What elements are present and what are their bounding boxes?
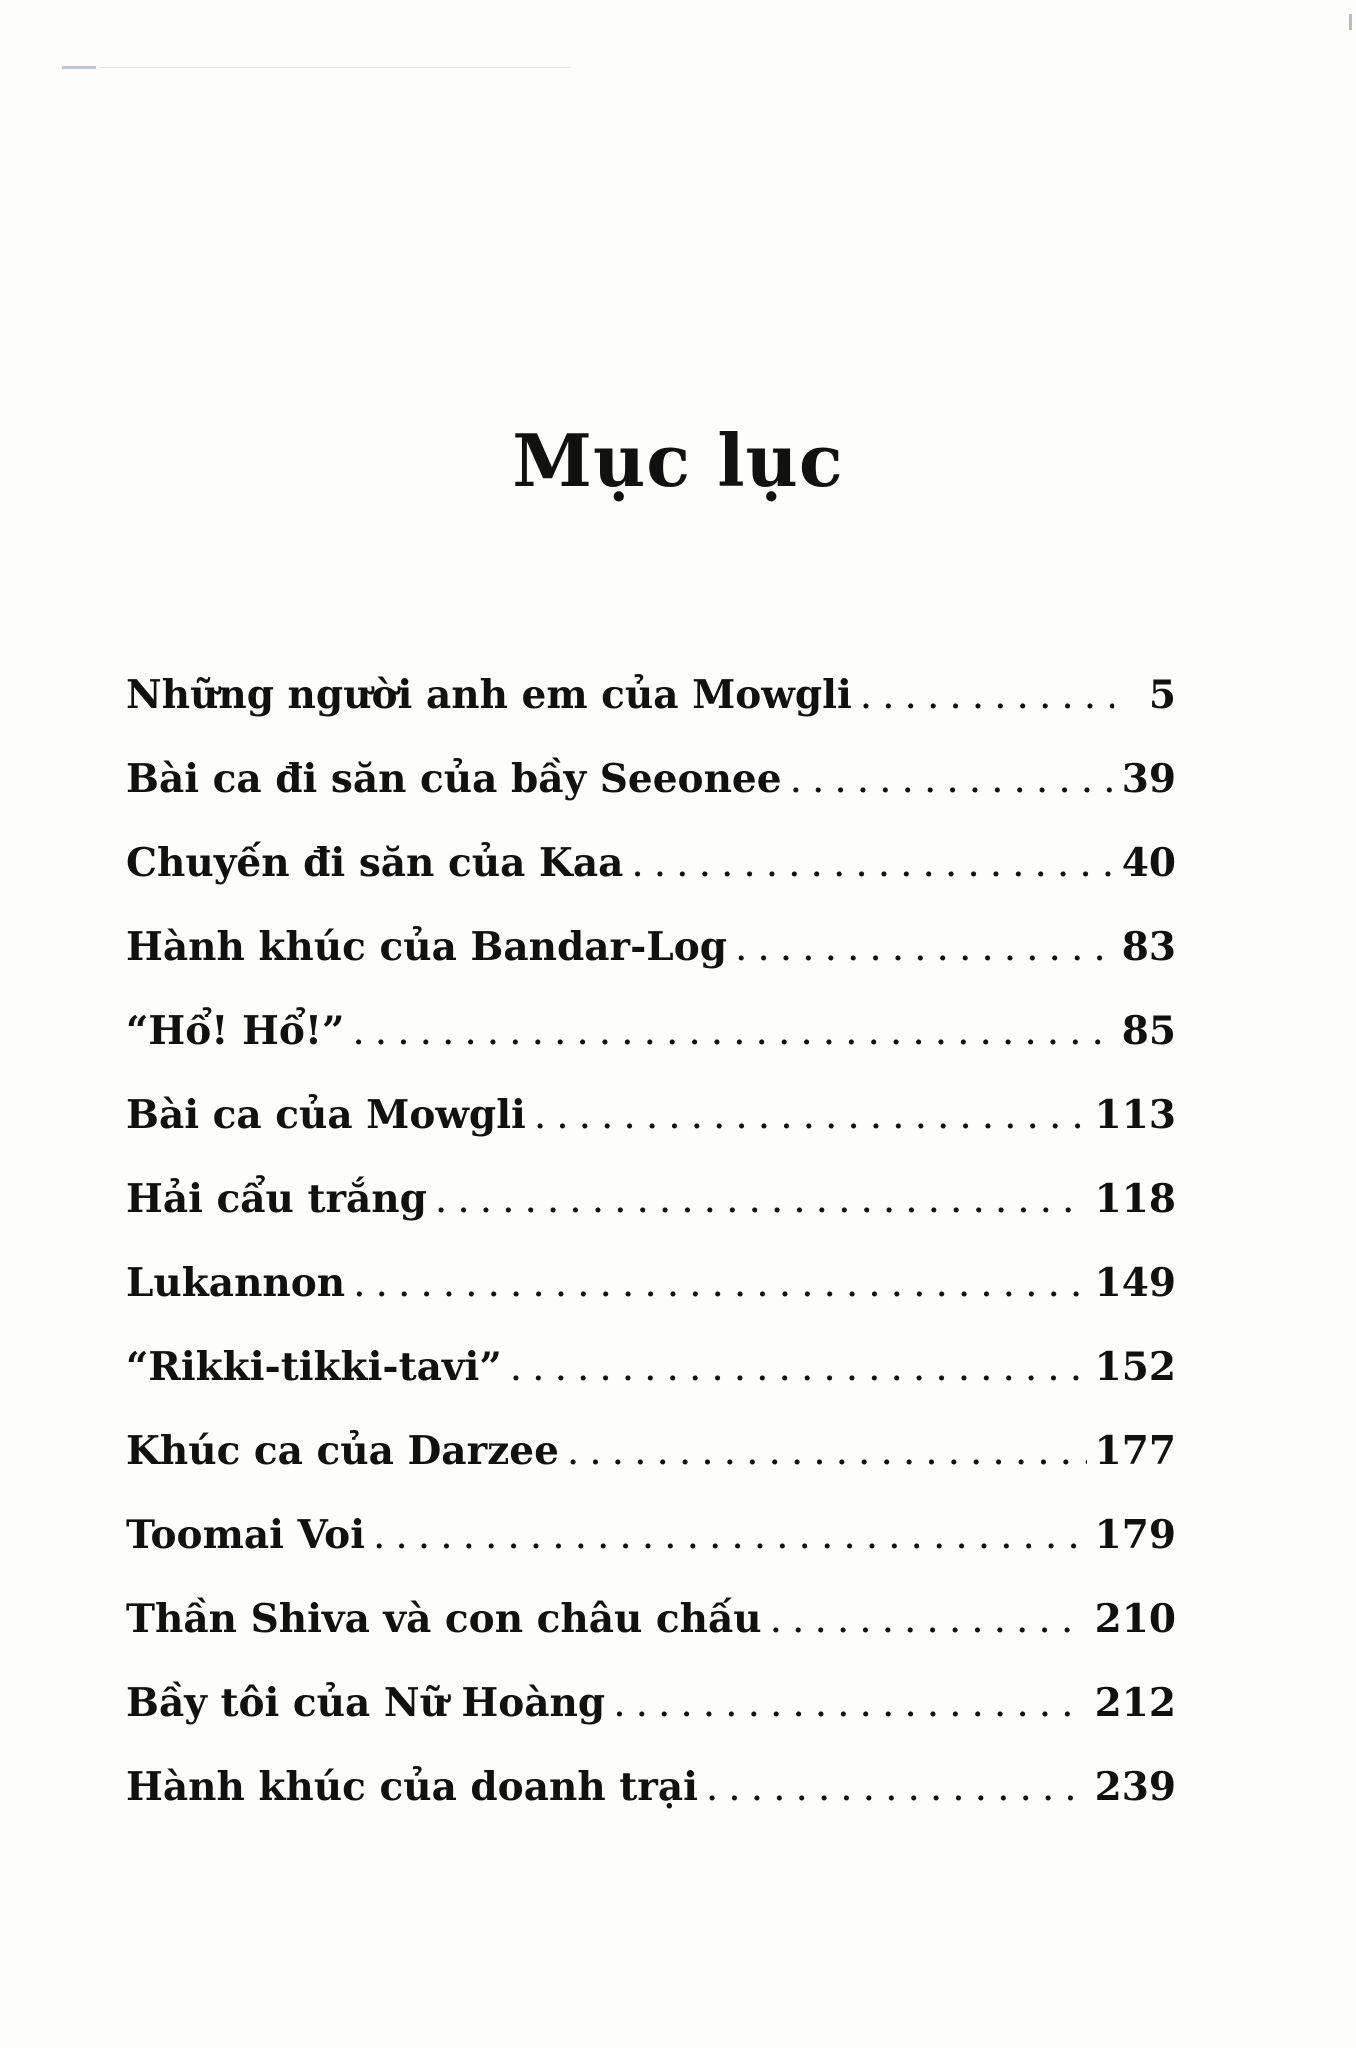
toc-leader bbox=[790, 757, 1114, 802]
toc-leader bbox=[534, 1093, 1087, 1138]
toc-entry-page: 239 bbox=[1094, 1764, 1176, 1810]
toc-leader bbox=[352, 1009, 1113, 1054]
toc-entry-title: “Rikki-tikki-tavi” bbox=[126, 1344, 502, 1390]
toc-entry-page: 177 bbox=[1094, 1428, 1176, 1474]
toc-entry-page: 118 bbox=[1094, 1176, 1176, 1222]
toc-leader bbox=[373, 1513, 1087, 1558]
toc-entry-page: 5 bbox=[1148, 672, 1176, 718]
toc-entry-title: Hành khúc của doanh trại bbox=[126, 1764, 698, 1810]
toc-entry-title: Toomai Voi bbox=[126, 1512, 366, 1558]
toc-entry-title: Hành khúc của Bandar-Log bbox=[126, 924, 727, 970]
toc-entry-page: 152 bbox=[1094, 1344, 1176, 1390]
toc-entry[interactable] bbox=[126, 1092, 1176, 1176]
toc-entry[interactable] bbox=[126, 1680, 1176, 1764]
toc-entry-title: Bài ca của Mowgli bbox=[126, 1092, 526, 1138]
toc-leader bbox=[706, 1765, 1087, 1810]
toc-leader bbox=[631, 841, 1113, 886]
toc-entry[interactable] bbox=[126, 1764, 1176, 1848]
toc-entry[interactable] bbox=[126, 756, 1176, 840]
toc-entry[interactable] bbox=[126, 1176, 1176, 1260]
toc-entry[interactable] bbox=[126, 672, 1176, 756]
toc-entry-page: 113 bbox=[1094, 1092, 1176, 1138]
edge-mark bbox=[1349, 14, 1352, 30]
toc-entry-page: 39 bbox=[1121, 756, 1176, 802]
toc-entry-page: 83 bbox=[1121, 924, 1176, 970]
toc-entry[interactable] bbox=[126, 1512, 1176, 1596]
toc-entry[interactable] bbox=[126, 1260, 1176, 1344]
toc-entry-title: Lukannon bbox=[126, 1260, 346, 1306]
toc-entry-title: Bài ca đi săn của bầy Seeonee bbox=[126, 756, 782, 802]
toc-leader bbox=[510, 1345, 1087, 1390]
toc-entry-title: Bầy tôi của Nữ Hoàng bbox=[126, 1680, 606, 1726]
toc-entry[interactable] bbox=[126, 1008, 1176, 1092]
toc-entry-page: 149 bbox=[1094, 1260, 1176, 1306]
toc-entry-page: 85 bbox=[1121, 1008, 1176, 1054]
toc-entry-title: Chuyến đi săn của Kaa bbox=[126, 840, 624, 886]
toc-entry-title: Những người anh em của Mowgli bbox=[126, 672, 852, 718]
page-title: Mục lục bbox=[512, 418, 844, 503]
toc-leader bbox=[353, 1261, 1086, 1306]
toc-entry-page: 212 bbox=[1094, 1680, 1176, 1726]
scan-line bbox=[100, 67, 570, 68]
toc-entry[interactable] bbox=[126, 1344, 1176, 1428]
scan-artifact bbox=[62, 66, 96, 69]
toc-entry[interactable] bbox=[126, 1596, 1176, 1680]
toc-entry-page: 40 bbox=[1121, 840, 1176, 886]
table-of-contents bbox=[126, 672, 1176, 1848]
toc-leader bbox=[567, 1429, 1087, 1474]
toc-leader bbox=[613, 1681, 1086, 1726]
toc-entry[interactable] bbox=[126, 840, 1176, 924]
toc-leader bbox=[735, 925, 1114, 970]
toc-entry-title: “Hổ! Hổ!” bbox=[126, 1008, 345, 1054]
toc-leader bbox=[435, 1177, 1087, 1222]
toc-entry-page: 179 bbox=[1094, 1512, 1176, 1558]
toc-leader bbox=[860, 673, 1114, 718]
toc-entry-title: Hải cẩu trắng bbox=[126, 1176, 427, 1222]
toc-leader bbox=[770, 1597, 1087, 1642]
toc-entry[interactable] bbox=[126, 1428, 1176, 1512]
toc-entry[interactable] bbox=[126, 924, 1176, 1008]
toc-entry-title: Thần Shiva và con châu chấu bbox=[126, 1596, 762, 1642]
toc-entry-page: 210 bbox=[1094, 1596, 1176, 1642]
toc-entry-title: Khúc ca của Darzee bbox=[126, 1428, 559, 1474]
